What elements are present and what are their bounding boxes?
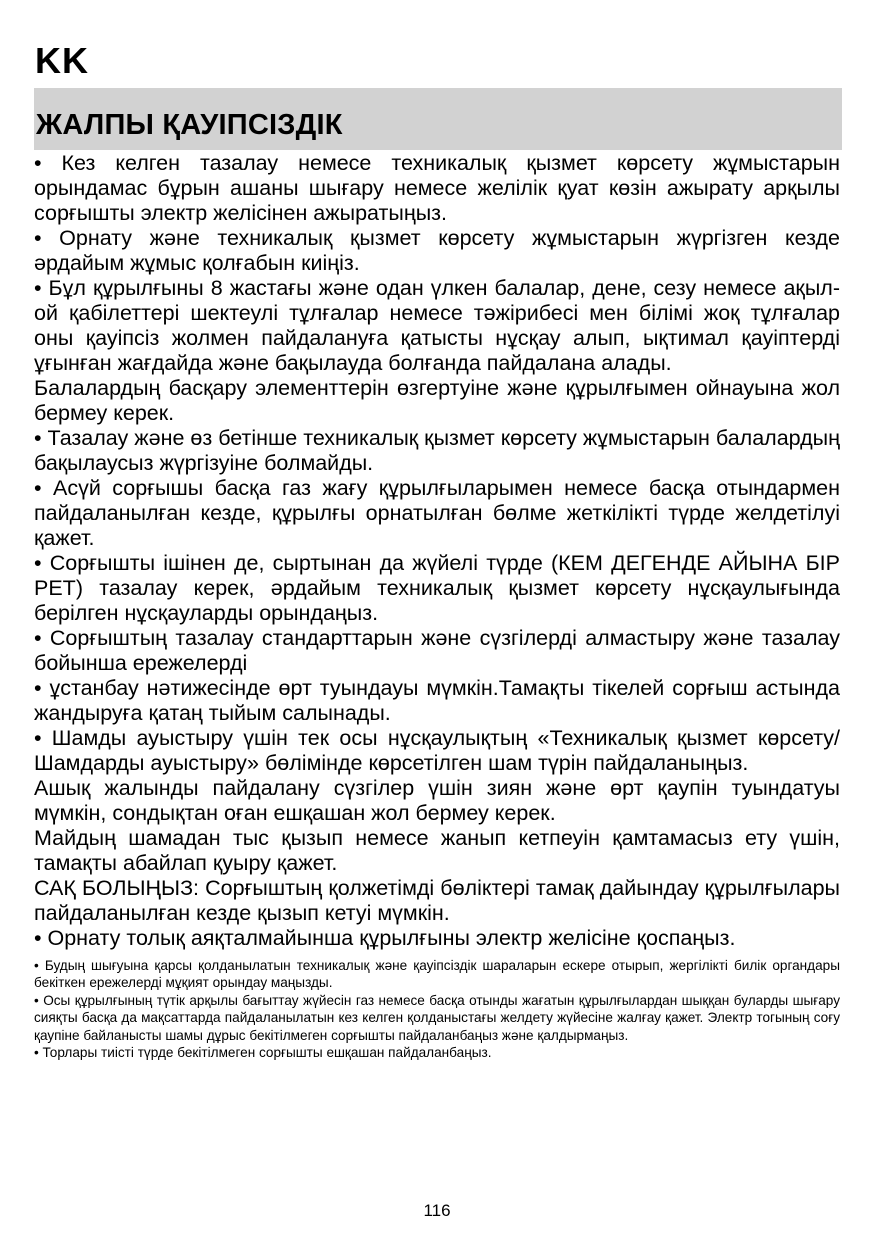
section-title: ЖАЛПЫ ҚАУІПСІЗДІК bbox=[36, 109, 343, 141]
paragraph: • Асүй сорғышы басқа газ жағу құрылғыларымен немесе басқа отындармен пайдаланылған кезде, құрылғы орнатылған бөлме жеткілікті түрде желдетілуі қажет. bbox=[34, 476, 840, 550]
paragraph: • Кез келген тазалау немесе техникалық қызмет көрсету жұмыстарын орындамас бұрын ашаны шығару немесе желілік қуат көзін ажырату арқылы сорғышты электр желісінен ажыратыңыз. bbox=[34, 151, 840, 225]
paragraph: • Орнату және техникалық қызмет көрсету жұмыстарын жүргізген кезде әрдайым жұмыс қолғабын киіңіз. bbox=[34, 226, 840, 275]
paragraph: САҚ БОЛЫҢЫЗ: Сорғыштың қолжетімді бөліктері тамақ дайындау құрылғылары пайдаланылған кезде қызып кетуі мүмкін. bbox=[34, 876, 840, 925]
section-header-band bbox=[34, 88, 842, 150]
paragraph: • Орнату толық аяқталмайынша құрылғыны электр желісіне қоспаңыз. bbox=[34, 926, 736, 950]
page-number: 116 bbox=[423, 1201, 451, 1220]
paragraph: Майдың шамадан тыс қызып немесе жанып кетпеуін қамтамасыз ету үшін, тамақты абайлап қуыру қажет. bbox=[34, 826, 840, 875]
paragraph: Ашық жалынды пайдалану сүзгілер үшін зиян және өрт қаупін туындатуы мүмкін, сондықтан оған ешқашан жол бермеу керек. bbox=[34, 776, 840, 825]
paragraph: Балалардың басқару элементтерін өзгертуіне және құрылғымен ойнауына жол бермеу керек. bbox=[34, 376, 840, 425]
language-code: KK bbox=[35, 40, 89, 81]
small-paragraph: • Торлары тиісті түрде бекітілмеген сорғышты ешқашан пайдаланбаңыз. bbox=[34, 1045, 492, 1061]
paragraph: • ұстанбау нәтижесінде өрт туындауы мүмкін.Тамақты тікелей сорғыш астында жандыруға қатаң тыйым салынады. bbox=[34, 676, 840, 725]
paragraph: • Сорғыштың тазалау стандарттарын және сүзгілерді алмастыру және тазалау бойынша ережелерді bbox=[34, 626, 840, 675]
paragraph: • Сорғышты ішінен де, сыртынан да жүйелі түрде (КЕМ ДЕГЕНДЕ АЙЫНА БІР РЕТ) тазалау керек, әрдайым техникалық қызмет көрсету нұсқаулығында берілген нұсқауларды орындаңыз. bbox=[34, 551, 840, 625]
paragraph: • Шамды ауыстыру үшін тек осы нұсқаулықтың «Техникалық қызмет көрсету/Шамдарды ауыстыру» бөлімінде көрсетілген шам түрін пайдаланыңыз. bbox=[34, 726, 840, 775]
paragraph: • Тазалау және өз бетінше техникалық қызмет көрсету жұмыстарын балалардың бақылаусыз жүргізуіне болмайды. bbox=[34, 426, 840, 475]
body-text bbox=[34, 151, 840, 1062]
paragraph: • Бұл құрылғыны 8 жастағы және одан үлкен балалар, дене, сезу немесе ақыл-ой қабілеттері шектеулі тұлғалар немесе тәжірибесі мен білімі жоқ тұлғалар оны қауіпсіз жолмен пайдалануға қатысты нұсқау алып, ықтимал қауіптерді ұғынған жағдайда және бақылауда болғанда пайдалана алады. bbox=[34, 276, 840, 375]
small-paragraph: • Осы құрылғының түтік арқылы бағыттау жүйесін газ немесе басқа отынды жағатын құрылғылардан шыққан буларды шығару сияқты басқа да мақсаттарда пайдаланылатын кез келген қолданыстағы желдету жүйесіне жалғау қажет. Электр тогының соғу қаупіне байланысты шамы дұрыс бекітілмеген сорғышты пайдаланбаңыз және қалдырмаңыз. bbox=[34, 993, 840, 1043]
small-paragraph: • Будың шығуына қарсы қолданылатын техникалық және қауіпсіздік шараларын ескере отырып, жергілікті билік органдары бекіткен ережелерді мұқият орындау маңызды. bbox=[34, 958, 840, 991]
